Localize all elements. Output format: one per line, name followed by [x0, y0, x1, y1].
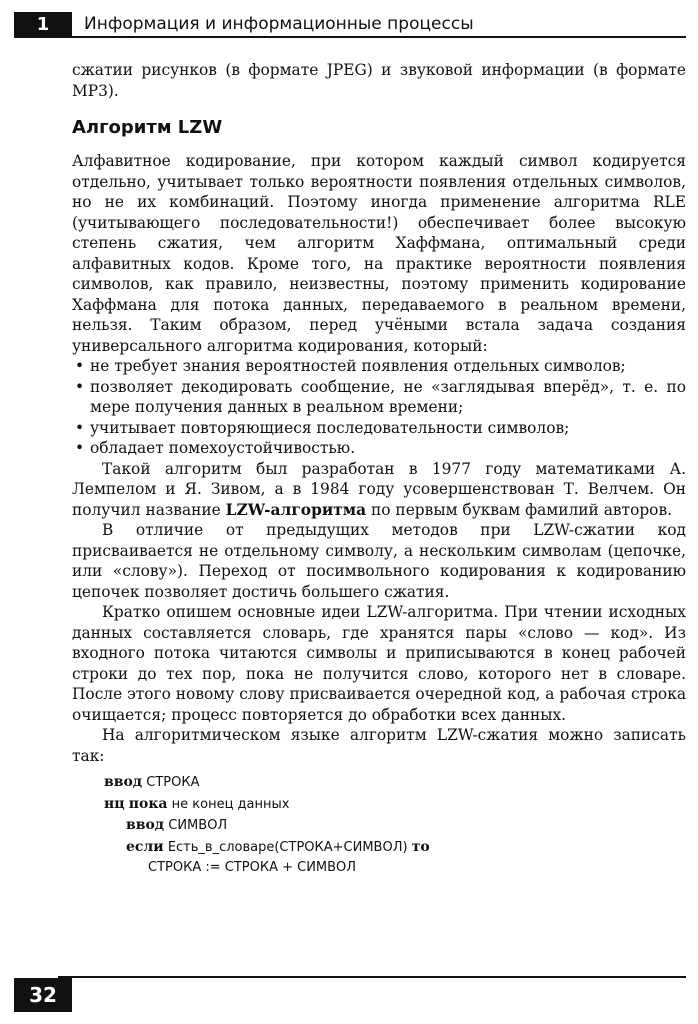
- code-line-2: [104, 794, 686, 816]
- code-line-3: [104, 815, 686, 837]
- paragraph-2: [72, 459, 686, 521]
- code-line-5: СТРОКА := СТРОКА + СИМВОЛ: [148, 860, 357, 875]
- paragraph-2-text: Такой алгоритм был разработан в 1977 году математиками А. Лемпелом и Я. Зивом, а в 1984 году усовершенствован Т. Велчем. Он получил название: [72, 459, 686, 519]
- list-item: [72, 377, 686, 418]
- header-rule: [72, 36, 686, 38]
- paragraph-1: Алфавитное кодирование, при котором каждый символ кодируется отдельно, учитывает только вероятности появления отдельных символов, но не их комбинаций. Поэтому иногда применение алгоритма RLE (учитывающего последовательности!) обеспечивает более высокую степень сжатия, чем алгоритм Хаффмана, оптимальный среди алфавитных кодов. Кроме того, на практике вероятности появления символов, как правило, неизвестны, поэтому применить кодирование Хаффмана для потока данных, передаваемого в реальном времени, нельзя. Таким образом, перед учёными встала задача создания универсального алгоритма кодирования, который:: [72, 152, 686, 355]
- list-item-text: позволяет декодировать сообщение, не «заглядывая вперёд», т. е. по мере получения данных в реальном времени;: [90, 377, 686, 416]
- footer-rule: [58, 976, 686, 978]
- chapter-number-badge: 1: [14, 12, 72, 38]
- keyword: нц: [104, 795, 125, 812]
- page-number: 32: [14, 978, 72, 1012]
- code-text: Есть_в_словаре(СТРОКА+СИМВОЛ): [163, 839, 412, 855]
- page-body: [72, 60, 686, 879]
- paragraph-5: На алгоритмическом языке алгоритм LZW-сжатия можно записать так:: [72, 726, 686, 765]
- list-item-text: обладает помехоустойчивостью.: [90, 439, 356, 457]
- list-item-text: не требует знания вероятностей появления отдельных символов;: [90, 357, 626, 375]
- code-line-4: [104, 837, 686, 859]
- keyword: пока: [128, 795, 168, 812]
- requirements-list: [72, 356, 686, 459]
- bullet-icon: •: [75, 439, 85, 457]
- code-text: СТРОКА: [142, 775, 200, 790]
- chapter-title: Информация и информационные процессы: [84, 14, 474, 34]
- bullet-icon: •: [75, 377, 85, 396]
- lzw-term: LZW-алгоритма: [225, 500, 367, 519]
- paragraph-2-text-end: по первым буквам фамилий авторов.: [366, 500, 673, 519]
- list-item: [72, 438, 686, 459]
- keyword: ввод: [104, 774, 143, 790]
- page-header: [14, 12, 686, 38]
- list-item: [72, 418, 686, 439]
- keyword: ввод: [126, 817, 165, 833]
- code-listing: [104, 772, 686, 879]
- list-item: [72, 356, 686, 377]
- keyword: то: [411, 838, 430, 855]
- paragraph-4: Кратко опишем основные идеи LZW-алгоритма. При чтении исходных данных составляется словарь, где хранятся пары «слово — код». Из входного потока читаются символы и приписываются в конец рабочей строки до тех пор, пока не получится слово, которого нет в словаре. После этого новому слову присваивается очередной код, а рабочая строка очищается; процесс повторяется до обработки всех данных.: [72, 603, 686, 724]
- list-item-text: учитывает повторяющиеся последовательности символов;: [90, 418, 570, 437]
- keyword: если: [126, 838, 164, 855]
- section-title: Алгоритм LZW: [72, 117, 223, 138]
- code-text: СИМВОЛ: [164, 818, 228, 833]
- bullet-icon: •: [75, 357, 85, 375]
- bullet-icon: •: [75, 418, 85, 437]
- paragraph-3: В отличие от предыдущих методов при LZW-сжатии код присваивается не отдельному символу, а нескольким символам (цепочке, или «слову»). Переход от посимвольного кодирования к кодированию цепочек позволяет достичь большего сжатия.: [72, 521, 686, 601]
- code-text: не конец данных: [167, 796, 290, 812]
- intro-paragraph: сжатии рисунков (в формате JPEG) и звуковой информации (в формате MP3).: [72, 61, 686, 100]
- code-line-1: [104, 772, 686, 794]
